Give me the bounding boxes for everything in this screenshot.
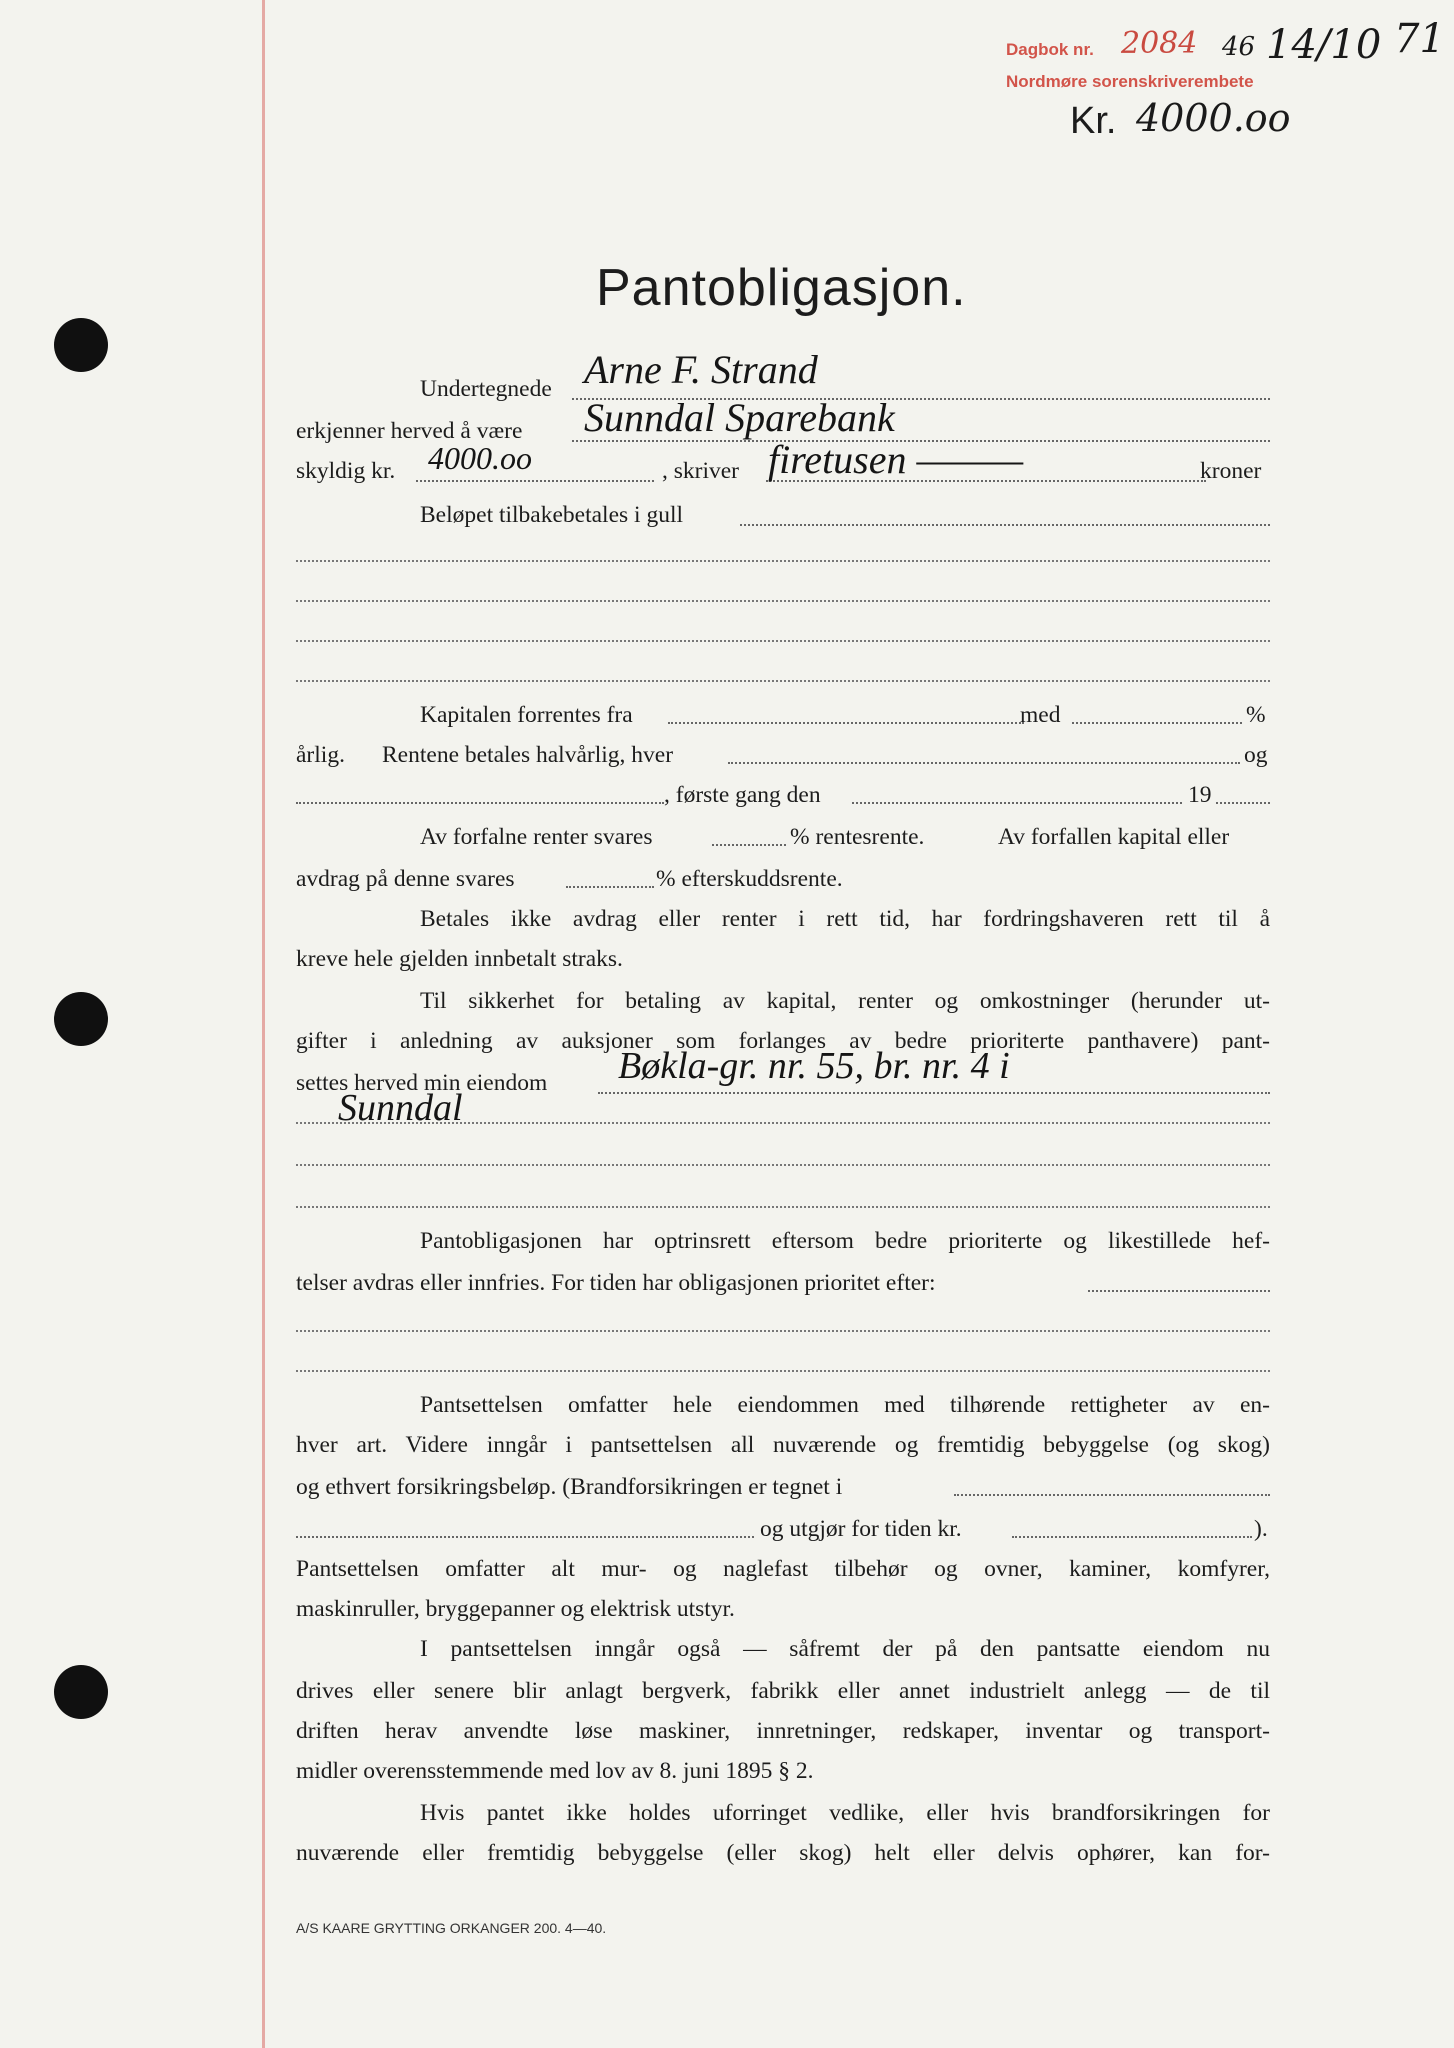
skriver-value: firetusen ——— xyxy=(768,437,1024,482)
stamp-dagbok-label: Dagbok nr. xyxy=(1006,40,1094,59)
forste-gang-line xyxy=(852,802,1182,804)
avdrag-line xyxy=(566,886,654,888)
paragraph-line: Hvis pantet ikke holdes uforringet vedlike, eller hvis brandforsikringen for xyxy=(420,1800,1270,1826)
amount-value: 4000.oo xyxy=(1136,96,1291,140)
punch-hole xyxy=(54,318,108,372)
erkjenner-label: erkjenner herved å være xyxy=(296,418,523,444)
blank-line xyxy=(296,1370,1270,1372)
blank-line xyxy=(296,1206,1270,1208)
paragraph-line: Pantsettelsen omfatter alt mur- og naglefast tilbehør og ovner, kaminer, komfyrer, xyxy=(296,1556,1270,1582)
nineteen-label: 19 xyxy=(1188,782,1212,808)
document-title: Pantobligasjon. xyxy=(596,259,967,317)
kapitalen-label: Kapitalen forrentes fra xyxy=(420,702,633,728)
forste-gang-label: , første gang den xyxy=(664,782,821,808)
paragraph-line: gifter i anledning av auksjoner som forlanges av bedre prioriterte panthavere) pant- xyxy=(296,1028,1270,1054)
paragraph-line: kreve hele gjelden innbetalt straks. xyxy=(296,946,623,972)
rentesrente-label: % rentesrente. xyxy=(790,824,925,850)
kroner-label: kroner xyxy=(1200,458,1262,484)
punch-hole xyxy=(54,992,108,1046)
punch-hole xyxy=(54,1665,108,1719)
skyldig-value: 4000.oo xyxy=(428,440,532,476)
paragraph-line: Pantobligasjonen har optrinsrett eftersom bedre prioriterte og likestillede hef- xyxy=(420,1228,1270,1254)
paragraph-line: telser avdras eller innfries. For tiden har obligasjonen prioritet efter: xyxy=(296,1270,936,1296)
eiendom-value: Bøkla-gr. nr. 55, br. nr. 4 i xyxy=(618,1045,1010,1087)
rentene-label: Rentene betales halvårlig, hver xyxy=(382,742,674,768)
stamp-dagbok-number: 2084 xyxy=(1121,26,1198,61)
paragraph-line: I pantsettelsen inngår også — såfremt der på den pantsatte eiendom nu xyxy=(420,1636,1270,1662)
av-forfalne-label: Av forfalne renter svares xyxy=(420,824,653,850)
paragraph-line: nuværende eller fremtidig bebyggelse (eller skog) helt eller delvis ophører, kan for- xyxy=(296,1840,1270,1866)
page-number: 71 xyxy=(1394,16,1445,62)
gull-label: Beløpet tilbakebetales i gull xyxy=(420,502,683,528)
prioritet-line xyxy=(1088,1290,1270,1292)
brandforsikring-line xyxy=(954,1494,1270,1496)
med-line xyxy=(1072,722,1242,724)
blank-line xyxy=(296,1330,1270,1332)
forste-gang-prefix-line xyxy=(296,802,664,804)
gull-line xyxy=(740,524,1270,526)
margin-rule xyxy=(262,0,265,2048)
utgjor-end: ). xyxy=(1254,1516,1268,1542)
efterskudd-label: % efterskuddsrente. xyxy=(656,866,843,892)
rentene-line xyxy=(728,762,1240,764)
skyldig-line xyxy=(416,480,654,482)
eiendom-label: settes herved min eiendom xyxy=(296,1070,548,1096)
eiendom-line xyxy=(598,1092,1270,1094)
blank-line xyxy=(296,560,1270,562)
av-forfallen-label: Av forfallen kapital eller xyxy=(998,824,1230,850)
avdrag-label: avdrag på denne svares xyxy=(296,866,515,892)
paragraph-line: Til sikkerhet for betaling av kapital, renter og omkostninger (herunder ut- xyxy=(420,988,1270,1014)
med-label: med xyxy=(1020,702,1061,728)
aarlig-label: årlig. xyxy=(296,742,345,768)
og-label: og xyxy=(1244,742,1268,768)
paragraph-line: og ethvert forsikringsbeløp. (Brandforsikringen er tegnet i xyxy=(296,1474,843,1500)
brandforsikring-line-2 xyxy=(296,1536,754,1538)
paragraph-line: Betales ikke avdrag eller renter i rett tid, har fordringshaveren rett til å xyxy=(420,906,1270,932)
skyldig-label: skyldig kr. xyxy=(296,458,396,484)
paragraph-line: maskinruller, bryggepanner og elektrisk utstyr. xyxy=(296,1596,735,1622)
undertegnede-label: Undertegnede xyxy=(420,376,552,402)
erkjenner-value: Sunndal Sparebank xyxy=(584,395,895,440)
stamp-office: Nordmøre sorenskriverembete xyxy=(1006,72,1254,91)
blank-line xyxy=(296,600,1270,602)
blank-line xyxy=(296,640,1270,642)
skriver-label: , skriver xyxy=(662,458,740,484)
paragraph-line: midler overensstemmende med lov av 8. juni 1895 § 2. xyxy=(296,1758,814,1784)
paragraph-line: drives eller senere blir anlagt bergverk, fabrikk eller annet industrielt anlegg — de til xyxy=(296,1678,1270,1704)
blank-line xyxy=(296,680,1270,682)
paragraph-line: driften herav anvendte løse maskiner, innretninger, redskaper, inventar og transport- xyxy=(296,1718,1270,1744)
av-forfalne-line xyxy=(712,844,786,846)
utgjor-line xyxy=(1012,1536,1252,1538)
stamp-date: 14/10 xyxy=(1266,22,1382,68)
printer-footer: A/S KAARE GRYTTING ORKANGER 200. 4—40. xyxy=(296,1920,607,1936)
amount-label: Kr. xyxy=(1070,100,1117,142)
kapitalen-line xyxy=(668,722,1024,724)
year-line xyxy=(1216,802,1270,804)
undertegnede-value: Arne F. Strand xyxy=(584,347,818,392)
paragraph-line: Pantsettelsen omfatter hele eiendommen med tilhørende rettigheter av en- xyxy=(420,1392,1270,1418)
eiendom-value-2: Sunndal xyxy=(338,1087,463,1129)
utgjor-label: og utgjør for tiden kr. xyxy=(760,1516,962,1542)
stamp-year: 46 xyxy=(1222,32,1256,62)
percent-sign: % xyxy=(1246,702,1266,728)
blank-line xyxy=(296,1164,1270,1166)
paragraph-line: hver art. Videre inngår i pantsettelsen all nuværende og fremtidig bebyggelse (og skog) xyxy=(296,1432,1270,1458)
